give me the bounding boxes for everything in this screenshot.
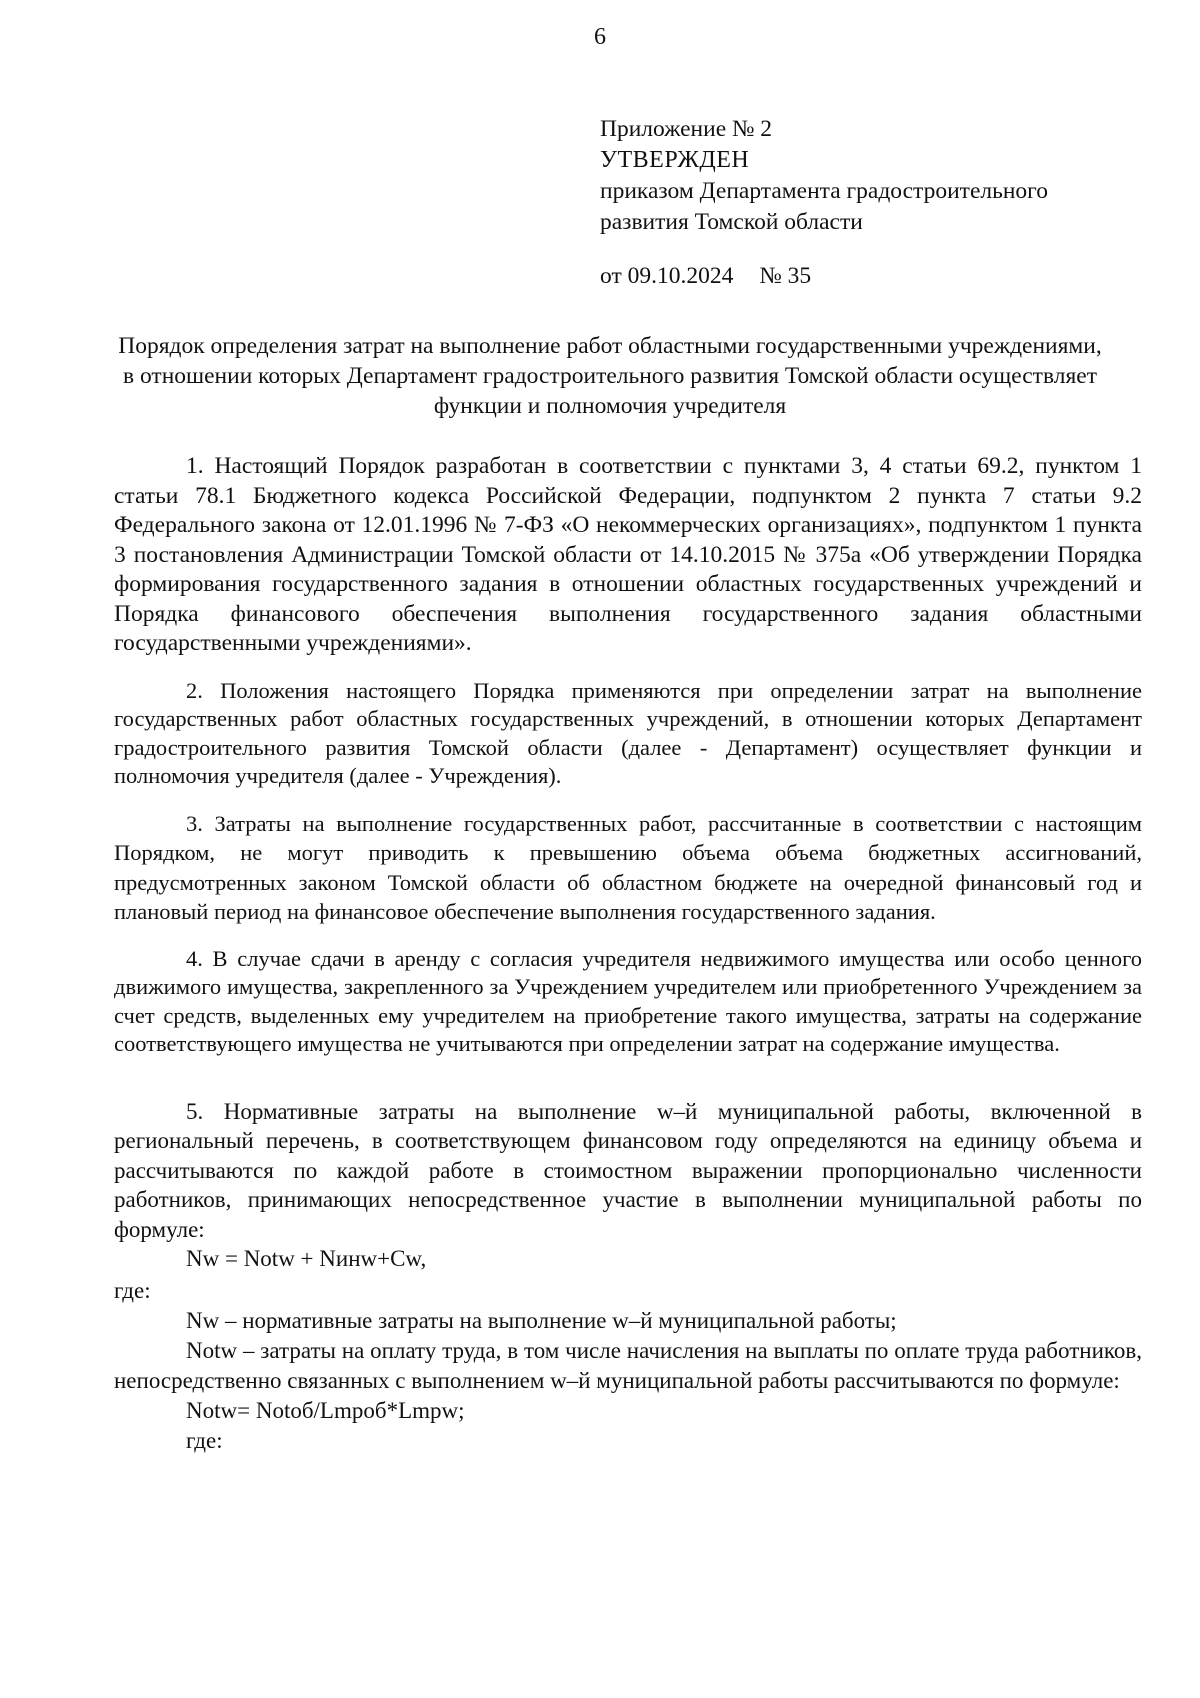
- where-label-2: где:: [186, 1428, 223, 1453]
- approval-block: [600, 114, 1160, 292]
- document-title: Порядок определения затрат на выполнение работ областными государственными учреждениями, в отношении которых Департамент градостроительного развития Томской области осуществляет функции и полномочия учредителя: [118, 333, 1102, 419]
- order-line-1: приказом Департамента градостроительного: [600, 178, 1048, 204]
- paragraph-4: 4. В случае сдачи в аренду с согласия учредителя недвижимого имущества или особо ценного движимого имущества, закрепленного за Учреждением учредителем или приобретенного Учреждением за счет средств, выделенных ему учредителем на приобретение такого имущества, затраты на содержание соответствующего имущества не учитываются при определении затрат на содержание имущества.: [114, 945, 1142, 1056]
- paragraph-1: 1. Настоящий Порядок разработан в соответствии с пунктами 3, 4 статьи 69.2, пунктом 1 статьи 78.1 Бюджетного кодекса Российской Федерации, подпунктом 2 пункта 7 статьи 9.2 Федерального закона от 12.01.1996 № 7-ФЗ «О некоммерческих организациях», подпунктом 1 пункта 3 постановления Администрации Томской области от 14.10.2015 № 375а «Об утверждении Порядка формирования государственного задания в отношении областных государственных учреждений и Порядка финансового обеспечения выполнения государственного задания областными государственными учреждениями».: [114, 453, 1142, 656]
- paragraph-3: 3. Затраты на выполнение государственных работ, рассчитанные в соответствии с настоящим Порядком, не могут приводить к превышению объема объема бюджетных ассигнований, предусмотренных законом Томской области об областном бюджете на очередной финансовый год и плановый период на финансовое обеспечение выполнения государственного задания.: [114, 810, 1142, 924]
- order-date-line: [600, 261, 1160, 292]
- approved-label: УТВЕРЖДЕН: [600, 147, 750, 173]
- definition-notw: Notw – затраты на оплату труда, в том числе начисления на выплаты по оплате труда работников, непосредственно связанных с выполнением w–й муниципальной работы рассчитываются по формуле:: [114, 1338, 1142, 1393]
- formula-nw: Nw = Notw + Nинw+Cw,: [186, 1246, 427, 1271]
- document-body: [114, 452, 1142, 1456]
- definition-nw: Nw – нормативные затраты на выполнение w–й муниципальной работы;: [186, 1308, 897, 1333]
- page-number: 6: [594, 24, 606, 50]
- appendix-label: Приложение № 2: [600, 116, 773, 142]
- where-label-1: где:: [114, 1278, 151, 1303]
- order-date: от 09.10.2024: [600, 263, 734, 289]
- order-number: № 35: [759, 263, 812, 289]
- paragraph-2: 2. Положения настоящего Порядка применяются при определении затрат на выполнение государственных работ областных государственных учреждений, в отношении которых Департамент градостроительного развития Томской области (далее - Департамент) осуществляет функции и полномочия учредителя (далее - Учреждения).: [114, 677, 1142, 788]
- paragraph-5: 5. Нормативные затраты на выполнение w–й муниципальной работы, включенной в региональный перечень, в соответствующем финансовом году определяются на единицу объема и рассчитываются по каждой работе в стоимостном выражении пропорционально численности работников, принимающих непосредственное участие в выполнении муниципальной работы по формуле:: [114, 1098, 1142, 1242]
- order-line-2: развития Томской области: [600, 209, 863, 235]
- formula-notw: Notw= Notоб/Lmроб*Lmpw;: [186, 1398, 465, 1423]
